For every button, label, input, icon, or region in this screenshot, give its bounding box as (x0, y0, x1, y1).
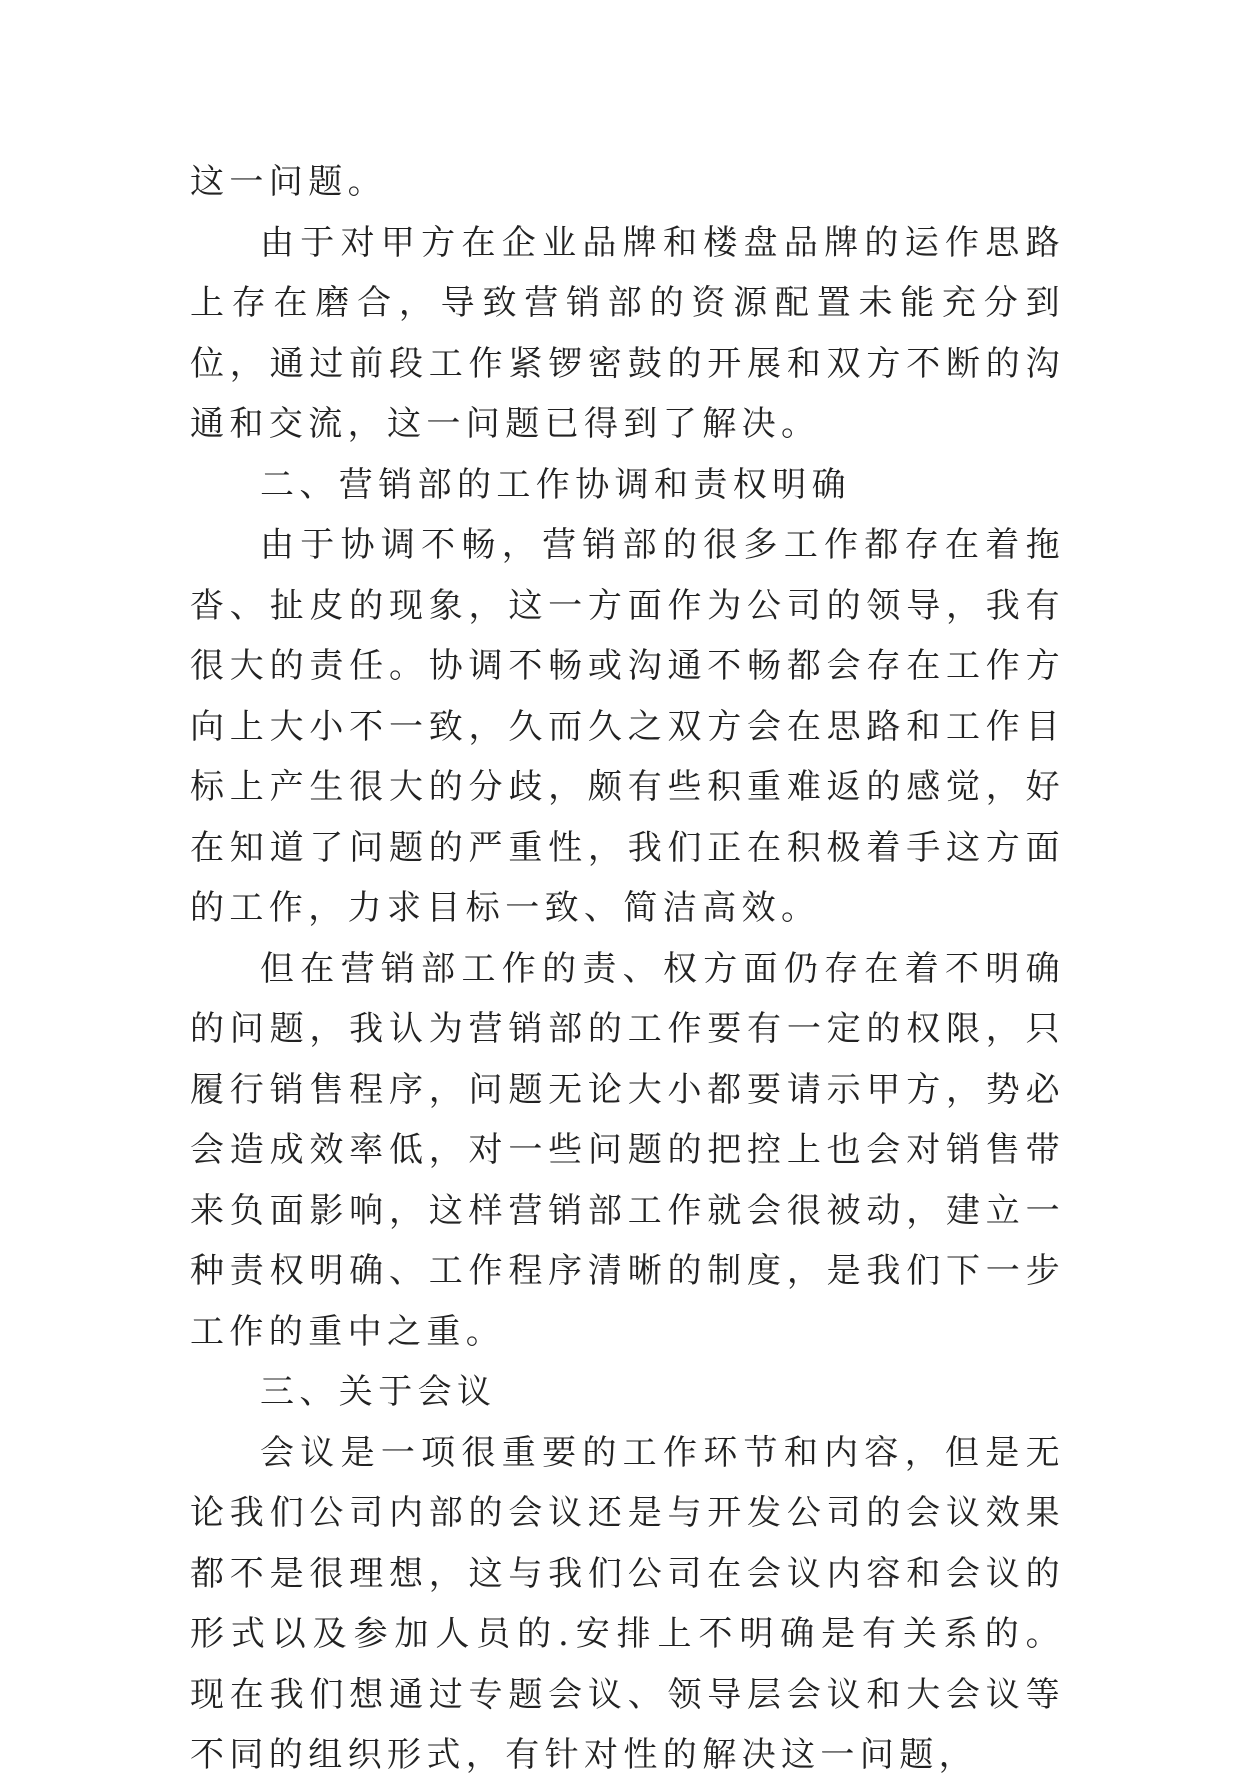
paragraph-continuation: 这一问题。 (190, 162, 387, 202)
section-heading-2: 二、营销部的工作协调和责权明确 (260, 464, 851, 505)
paragraph-meetings: 会议是一项很重要的工作环节和内容，但是无论我们公司内部的会议还是与开发公司的会议效果都不是很理想，这与我们公司在会议内容和会议的形式以及参加人员的.安排上不明确是有关系的。现在我们想通过专题会议、领导层会议和大会议等不同的组织形式，有针对性的解决这一问题， (190, 1432, 1065, 1775)
paragraph-coordination-issues: 由于协调不畅，营销部的很多工作都存在着拖沓、扯皮的现象，这一方面作为公司的领导，我有很大的责任。协调不畅或沟通不畅都会存在工作方向上大小不一致，久而久之双方会在思路和工作目标上产生很大的分歧，颇有些积重难返的感觉，好在知道了问题的严重性，我们正在积极着手这方面的工作，力求目标一致、简洁高效。 (190, 525, 1065, 928)
section-heading-3: 三、关于会议 (260, 1372, 497, 1412)
document-body (190, 152, 1065, 1786)
paragraph-brand-coordination: 由于对甲方在企业品牌和楼盘品牌的运作思路上存在磨合，导致营销部的资源配置未能充分到位，通过前段工作紧锣密鼓的开展和双方不断的沟通和交流，这一问题已得到了解决。 (190, 222, 1065, 444)
paragraph-responsibility-authority: 但在营销部工作的责、权方面仍存在着不明确的问题，我认为营销部的工作要有一定的权限，只履行销售程序，问题无论大小都要请示甲方，势必会造成效率低，对一些问题的把控上也会对销售带来负面影响，这样营销部工作就会很被动，建立一种责权明确、工作程序清晰的制度，是我们下一步工作的重中之重。 (190, 948, 1065, 1352)
